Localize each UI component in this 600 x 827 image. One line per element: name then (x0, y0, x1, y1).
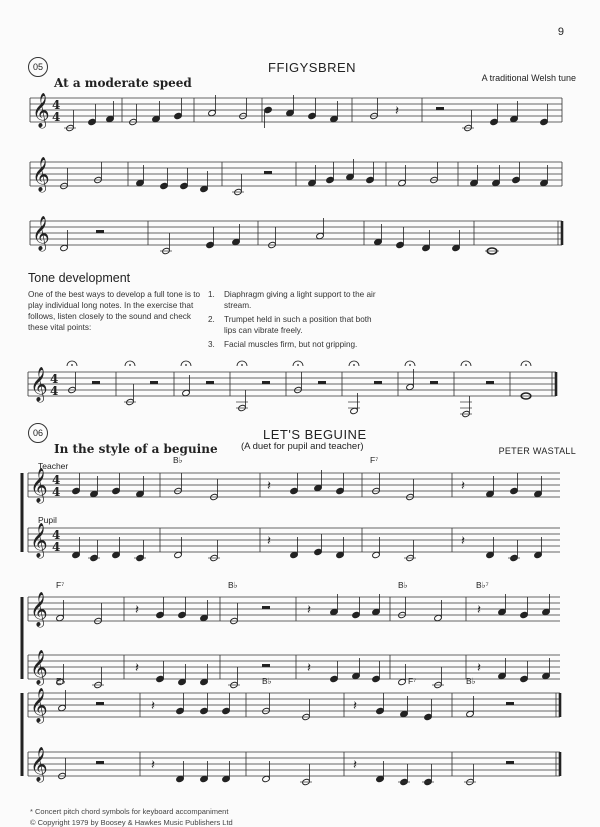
quarter-note-head (498, 672, 507, 679)
half-rest (262, 606, 270, 609)
quarter-note-head (200, 614, 209, 621)
quarter-note-head (290, 487, 299, 494)
quarter-rest: 𝄽 (395, 104, 399, 119)
tone-development-heading: Tone development (28, 271, 131, 285)
chord-symbol: B♭ (262, 676, 272, 686)
quarter-note-head (376, 707, 385, 714)
quarter-note-head (152, 115, 161, 122)
half-note-head (58, 704, 67, 711)
quarter-rest: 𝄽 (267, 479, 271, 494)
quarter-rest: 𝄽 (477, 603, 481, 618)
quarter-note-head (286, 109, 295, 116)
half-note-head (262, 775, 271, 782)
half-note-head (182, 389, 191, 396)
half-rest (96, 230, 104, 233)
vital-point: 2. Trumpet held in such a position that both lips can vibrate freely. (208, 315, 372, 335)
chord-symbol: F⁷ (370, 455, 379, 465)
quarter-note-head (336, 551, 345, 558)
chord-symbol: B♭ (173, 455, 183, 465)
quarter-note-head (400, 710, 409, 717)
half-rest (150, 381, 158, 384)
quarter-note-head (264, 106, 273, 113)
quarter-note-head (200, 775, 209, 782)
chord-symbol: B♭ (228, 580, 238, 590)
quarter-note-head (200, 678, 209, 685)
chord-symbol: F⁷ (56, 580, 65, 590)
half-rest (318, 381, 326, 384)
quarter-note-head (176, 707, 185, 714)
quarter-note-head (200, 185, 209, 192)
quarter-note-head (222, 775, 231, 782)
quarter-note-head (222, 707, 231, 714)
quarter-note-head (534, 551, 543, 558)
half-rest (92, 381, 100, 384)
treble-clef: 𝄞 (30, 592, 48, 627)
half-note-head (398, 678, 407, 685)
quarter-note-head (336, 487, 345, 494)
piece-title-lets-beguine: LET'S BEGUINE (263, 427, 367, 442)
concert-pitch-footnote: * Concert pitch chord symbols for keyboard accompaniment (30, 807, 229, 816)
quarter-note-head (72, 487, 81, 494)
quarter-note-head (490, 118, 499, 125)
half-note-head (208, 109, 217, 116)
treble-clef: 𝄞 (30, 747, 48, 782)
treble-clef: 𝄞 (30, 468, 48, 503)
chord-symbol: F⁷ (408, 676, 417, 686)
time-signature-bottom: 4 (50, 384, 59, 398)
half-note-head (398, 179, 407, 186)
quarter-note-head (136, 179, 145, 186)
quarter-note-head (330, 675, 339, 682)
quarter-note-head (88, 118, 97, 125)
quarter-note-head (372, 675, 381, 682)
quarter-note-head (290, 551, 299, 558)
quarter-note-head (352, 611, 361, 618)
half-rest (262, 381, 270, 384)
beguine-tempo-marking: In the style of a beguine (54, 442, 218, 456)
quarter-note-head (232, 238, 241, 245)
quarter-note-head (156, 611, 165, 618)
time-signature-top: 4 (52, 473, 61, 487)
quarter-note-head (366, 176, 375, 183)
quarter-note-head (330, 115, 339, 122)
half-note-head (372, 551, 381, 558)
half-rest (506, 761, 514, 764)
half-rest (436, 107, 444, 110)
quarter-note-head (308, 179, 317, 186)
quarter-note-head (374, 238, 383, 245)
time-signature-bottom: 4 (52, 540, 61, 554)
quarter-note-head (314, 548, 323, 555)
chord-symbol: E♭ (56, 676, 66, 686)
quarter-rest: 𝄽 (353, 758, 357, 773)
fermata-dot (185, 364, 187, 366)
half-rest (262, 664, 270, 667)
quarter-note-head (542, 672, 551, 679)
time-signature-top: 4 (52, 528, 61, 542)
half-rest (264, 171, 272, 174)
half-note-head (350, 407, 359, 414)
fermata-dot (409, 364, 411, 366)
fermata-dot (71, 364, 73, 366)
half-rest (374, 381, 382, 384)
quarter-note-head (314, 484, 323, 491)
quarter-note-head (422, 244, 431, 251)
quarter-rest: 𝄽 (461, 479, 465, 494)
teacher-label: Teacher (38, 461, 69, 471)
half-rest (506, 702, 514, 705)
treble-clef: 𝄞 (30, 650, 48, 685)
half-note-head (56, 614, 65, 621)
treble-clef: 𝄞 (32, 93, 50, 128)
quarter-note-head (178, 678, 187, 685)
chord-symbol: B♭ (398, 580, 408, 590)
quarter-note-head (424, 713, 433, 720)
time-signature-top: 4 (52, 98, 61, 112)
fermata-dot (129, 364, 131, 366)
quarter-note-head (106, 115, 115, 122)
treble-clef: 𝄞 (30, 688, 48, 723)
quarter-note-head (174, 112, 183, 119)
quarter-note-head (200, 707, 209, 714)
quarter-note-head (534, 490, 543, 497)
quarter-note-head (72, 551, 81, 558)
quarter-note-head (520, 611, 529, 618)
half-rest (430, 381, 438, 384)
piece-subtitle: (A duet for pupil and teacher) (241, 441, 364, 452)
quarter-note-head (376, 775, 385, 782)
quarter-note-head (346, 173, 355, 180)
vital-point: 3. Facial muscles firm, but not gripping. (208, 340, 358, 349)
tone-development-intro: One of the best ways to develop a full tone is to play individual long notes. In the exercise that follows, listen closely to the sound and check these vital points: (28, 290, 201, 332)
quarter-note-head (540, 179, 549, 186)
fermata-dot (241, 364, 243, 366)
quarter-note-head (136, 490, 145, 497)
quarter-note-head (492, 179, 501, 186)
quarter-note-head (308, 112, 317, 119)
fermata-dot (353, 364, 355, 366)
quarter-note-head (178, 611, 187, 618)
quarter-rest: 𝄽 (307, 603, 311, 618)
half-note-head (434, 614, 443, 621)
treble-clef: 𝄞 (30, 367, 48, 402)
quarter-note-head (90, 490, 99, 497)
half-rest (96, 702, 104, 705)
half-note-head (56, 678, 65, 685)
half-note-head (466, 710, 475, 717)
quarter-note-head (326, 176, 335, 183)
half-note-head (316, 232, 325, 239)
quarter-note-head (486, 551, 495, 558)
tempo-marking: At a moderate speed (54, 76, 192, 90)
quarter-note-head (498, 608, 507, 615)
quarter-note-head (542, 608, 551, 615)
quarter-note-head (180, 182, 189, 189)
quarter-note-head (540, 118, 549, 125)
quarter-note-head (520, 675, 529, 682)
copyright-notice: © Copyright 1979 by Boosey & Hawkes Music Publishers Ltd (30, 818, 233, 827)
chord-symbol: B♭ (466, 676, 476, 686)
half-rest (486, 381, 494, 384)
quarter-note-head (112, 551, 121, 558)
fermata-dot (465, 364, 467, 366)
half-note-head (406, 383, 415, 390)
treble-clef: 𝄞 (32, 216, 50, 251)
quarter-rest: 𝄽 (267, 534, 271, 549)
half-note-head (174, 551, 183, 558)
treble-clef: 𝄞 (32, 157, 50, 192)
quarter-note-head (486, 490, 495, 497)
pupil-label: Pupil (38, 515, 57, 525)
half-note-head (60, 244, 69, 251)
quarter-note-head (396, 241, 405, 248)
half-rest (206, 381, 214, 384)
quarter-note-head (206, 241, 215, 248)
quarter-rest: 𝄽 (461, 534, 465, 549)
exercise-number-05: 05 (28, 57, 48, 77)
composer-credit: PETER WASTALL (498, 446, 576, 456)
quarter-note-head (330, 608, 339, 615)
quarter-rest: 𝄽 (477, 661, 481, 676)
time-signature-bottom: 4 (52, 485, 61, 499)
time-signature-bottom: 4 (52, 110, 61, 124)
quarter-note-head (352, 672, 361, 679)
fermata-dot (525, 364, 527, 366)
quarter-note-head (372, 608, 381, 615)
quarter-rest: 𝄽 (307, 661, 311, 676)
quarter-rest: 𝄽 (353, 699, 357, 714)
quarter-note-head (470, 179, 479, 186)
tune-credit: A traditional Welsh tune (481, 73, 576, 83)
quarter-rest: 𝄽 (151, 699, 155, 714)
piece-title-ffigysbren: FFIGYSBREN (268, 60, 357, 75)
fermata-dot (297, 364, 299, 366)
quarter-note-head (156, 675, 165, 682)
quarter-note-head (160, 182, 169, 189)
quarter-rest: 𝄽 (151, 758, 155, 773)
quarter-note-head (512, 176, 521, 183)
quarter-note-head (510, 115, 519, 122)
time-signature-top: 4 (50, 372, 59, 386)
quarter-note-head (510, 487, 519, 494)
chord-symbol: B♭⁷ (476, 580, 489, 590)
quarter-note-head (176, 775, 185, 782)
exercise-number-06: 06 (28, 423, 48, 443)
treble-clef: 𝄞 (30, 523, 48, 558)
quarter-note-head (112, 487, 121, 494)
vital-point: 1. Diaphragm giving a light support to the air stream. (208, 290, 376, 310)
quarter-note-head (452, 244, 461, 251)
quarter-rest: 𝄽 (135, 603, 139, 618)
quarter-rest: 𝄽 (135, 661, 139, 676)
page-number: 9 (557, 26, 564, 38)
half-rest (96, 761, 104, 764)
